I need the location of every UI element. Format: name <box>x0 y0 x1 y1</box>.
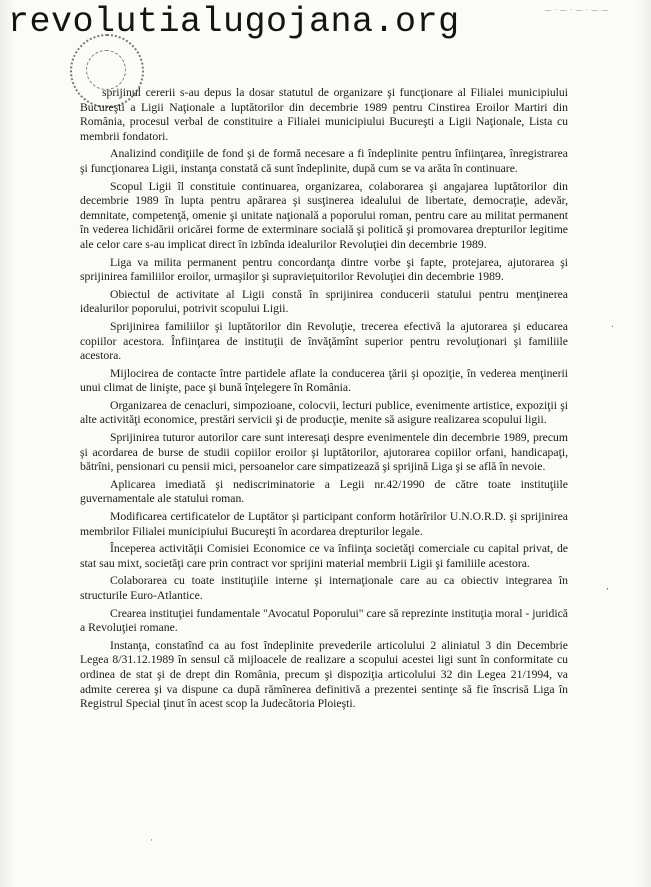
paragraph-13: Colaborarea cu toate instituţiile interne şi internaţionale care au ca obiectiv integrarea în structurile Euro-Atlantice. <box>80 574 568 602</box>
paragraph-6: Sprijinirea familiilor şi luptătorilor din Revoluţie, trecerea efectivă la ajutorarea şi educarea copiilor acestora. Înfiinţarea de instituţii de învăţămînt superior pentru revoluţionari şi familiile acestora. <box>80 319 568 363</box>
top-scribble: — · — · — · — — <box>544 6 609 14</box>
paragraph-14: Crearea instituţiei fundamentale "Avocatul Poporului" care să reprezinte instituţia moral - juridică a Revoluţiei romane. <box>80 606 568 635</box>
paragraph-2: Analizind condiţiile de fond şi de formă necesare a fi îndeplinite pentru înfiinţarea, înregistrarea şi funcţionarea Ligii, instanţa constată că sunt îndeplinite, după cum se va arăta în continuare. <box>80 147 568 175</box>
paragraph-8: Organizarea de cenacluri, simpozioane, colocvii, lecturi publice, evenimente artistice, expoziţii şi alte activităţi economice, prestări servicii şi de producţie, menite să asigure realizarea scopului ligii. <box>80 398 568 427</box>
paragraph-9: Sprijinirea tuturor autorilor care sunt interesaţi despre evenimentele din decembrie 1989, precum şi acordarea de burse de studii copiilor eroilor şi luptătorilor, ajutorarea copiilor orfani, handicapaţi, bătrîni, pensionari cu pensii mici, persoanelor care simpatizează şi sprijină Liga şi se află în nevoie. <box>80 431 568 474</box>
paragraph-5: Obiectul de activitate al Ligii constă în sprijinirea conducerii statului pentru menţinerea idealurilor poporului, potrivit scopului Ligii. <box>80 287 568 316</box>
scan-speck-icon: · <box>150 836 153 846</box>
paragraph-3: Scopul Ligii îl constituie continuarea, organizarea, colaborarea şi angajarea luptătorilor din decembrie 1989 în lupta pentru apărarea şi susţinerea idealului de libertate, democraţie, adevăr, demnitate, competenţă, omenie şi unitate naţională a poporului roman, pentru care au militat permanent în vederea lichidării oricărei forme de exterminare socială şi politică şi promovarea drepturilor legitime ale celor care s-au implicat direct în izbînda idealurilor Revoluţiei din decembrie 1989. <box>80 179 568 251</box>
paragraph-10: Aplicarea imediată şi nediscriminatorie a Legii nr.42/1990 de către toate instituţiile guvernamentale ale statului roman. <box>80 477 568 506</box>
paragraph-15: Instanţa, constatînd ca au fost îndeplinite prevederile articolului 2 aliniatul 3 din Decembrie Legea 8/31.12.1989 în sensul că mijloacele de realizare a scopului acestei ligi sunt în conformitate cu ordinea de stat şi de drept din România, precum şi dispoziţia articolului 32 din Legea 21/1994, va admite cererea şi va dispune ca după rămînerea definitivă a prezentei sentinţe să fie înscrisă Liga în Registrul Special ţinut în acest scop la Judecătoria Ploieşti. <box>80 638 568 711</box>
paragraph-7: Mijlocirea de contacte între partidele aflate la conducerea ţării şi opoziţie, în vederea menţinerii unui climat de linişte, pace şi bună înţelegere în România. <box>80 366 568 395</box>
paragraph-4: Liga va milita permanent pentru concordanţa dintre vorbe şi fapte, protejarea, ajutorarea şi sprijinirea familiilor eroilor, urmaşilor şi supravieţuitorilor Revoluţiei din decembrie 1989. <box>80 255 568 284</box>
paragraph-12: Începerea activităţii Comisiei Economice ce va înfiinţa societăţi comerciale cu capital privat, de stat sau mixt, societăţi care prin contract vor sprijini material membrii Ligii şi familiile acestora. <box>80 542 568 570</box>
document-body <box>80 86 568 715</box>
margin-mark-icon: · <box>611 322 615 333</box>
watermark-url[interactable]: revolutialugojana.org <box>8 2 460 42</box>
margin-mark-icon: , <box>606 582 609 592</box>
paragraph-11: Modificarea certificatelor de Luptător şi participant conform hotărîrilor U.N.O.R.D. şi sprijinirea membrilor Filialei municipiului Bucureşti în acordarea drepturilor legale. <box>80 510 568 538</box>
paragraph-1: sprijinul cererii s-au depus la dosar statutul de organizare şi funcţionare al Filialei municipiului Bucureşti a Ligii Naţionale a luptătorilor din decembrie 1989 pentru Cinstirea Eroilor Martiri din România, procesul verbal de constituire a Filialei municipiului Bucureşti a Ligii Naţionale, Lista cu membrii fondatori. <box>80 86 568 143</box>
